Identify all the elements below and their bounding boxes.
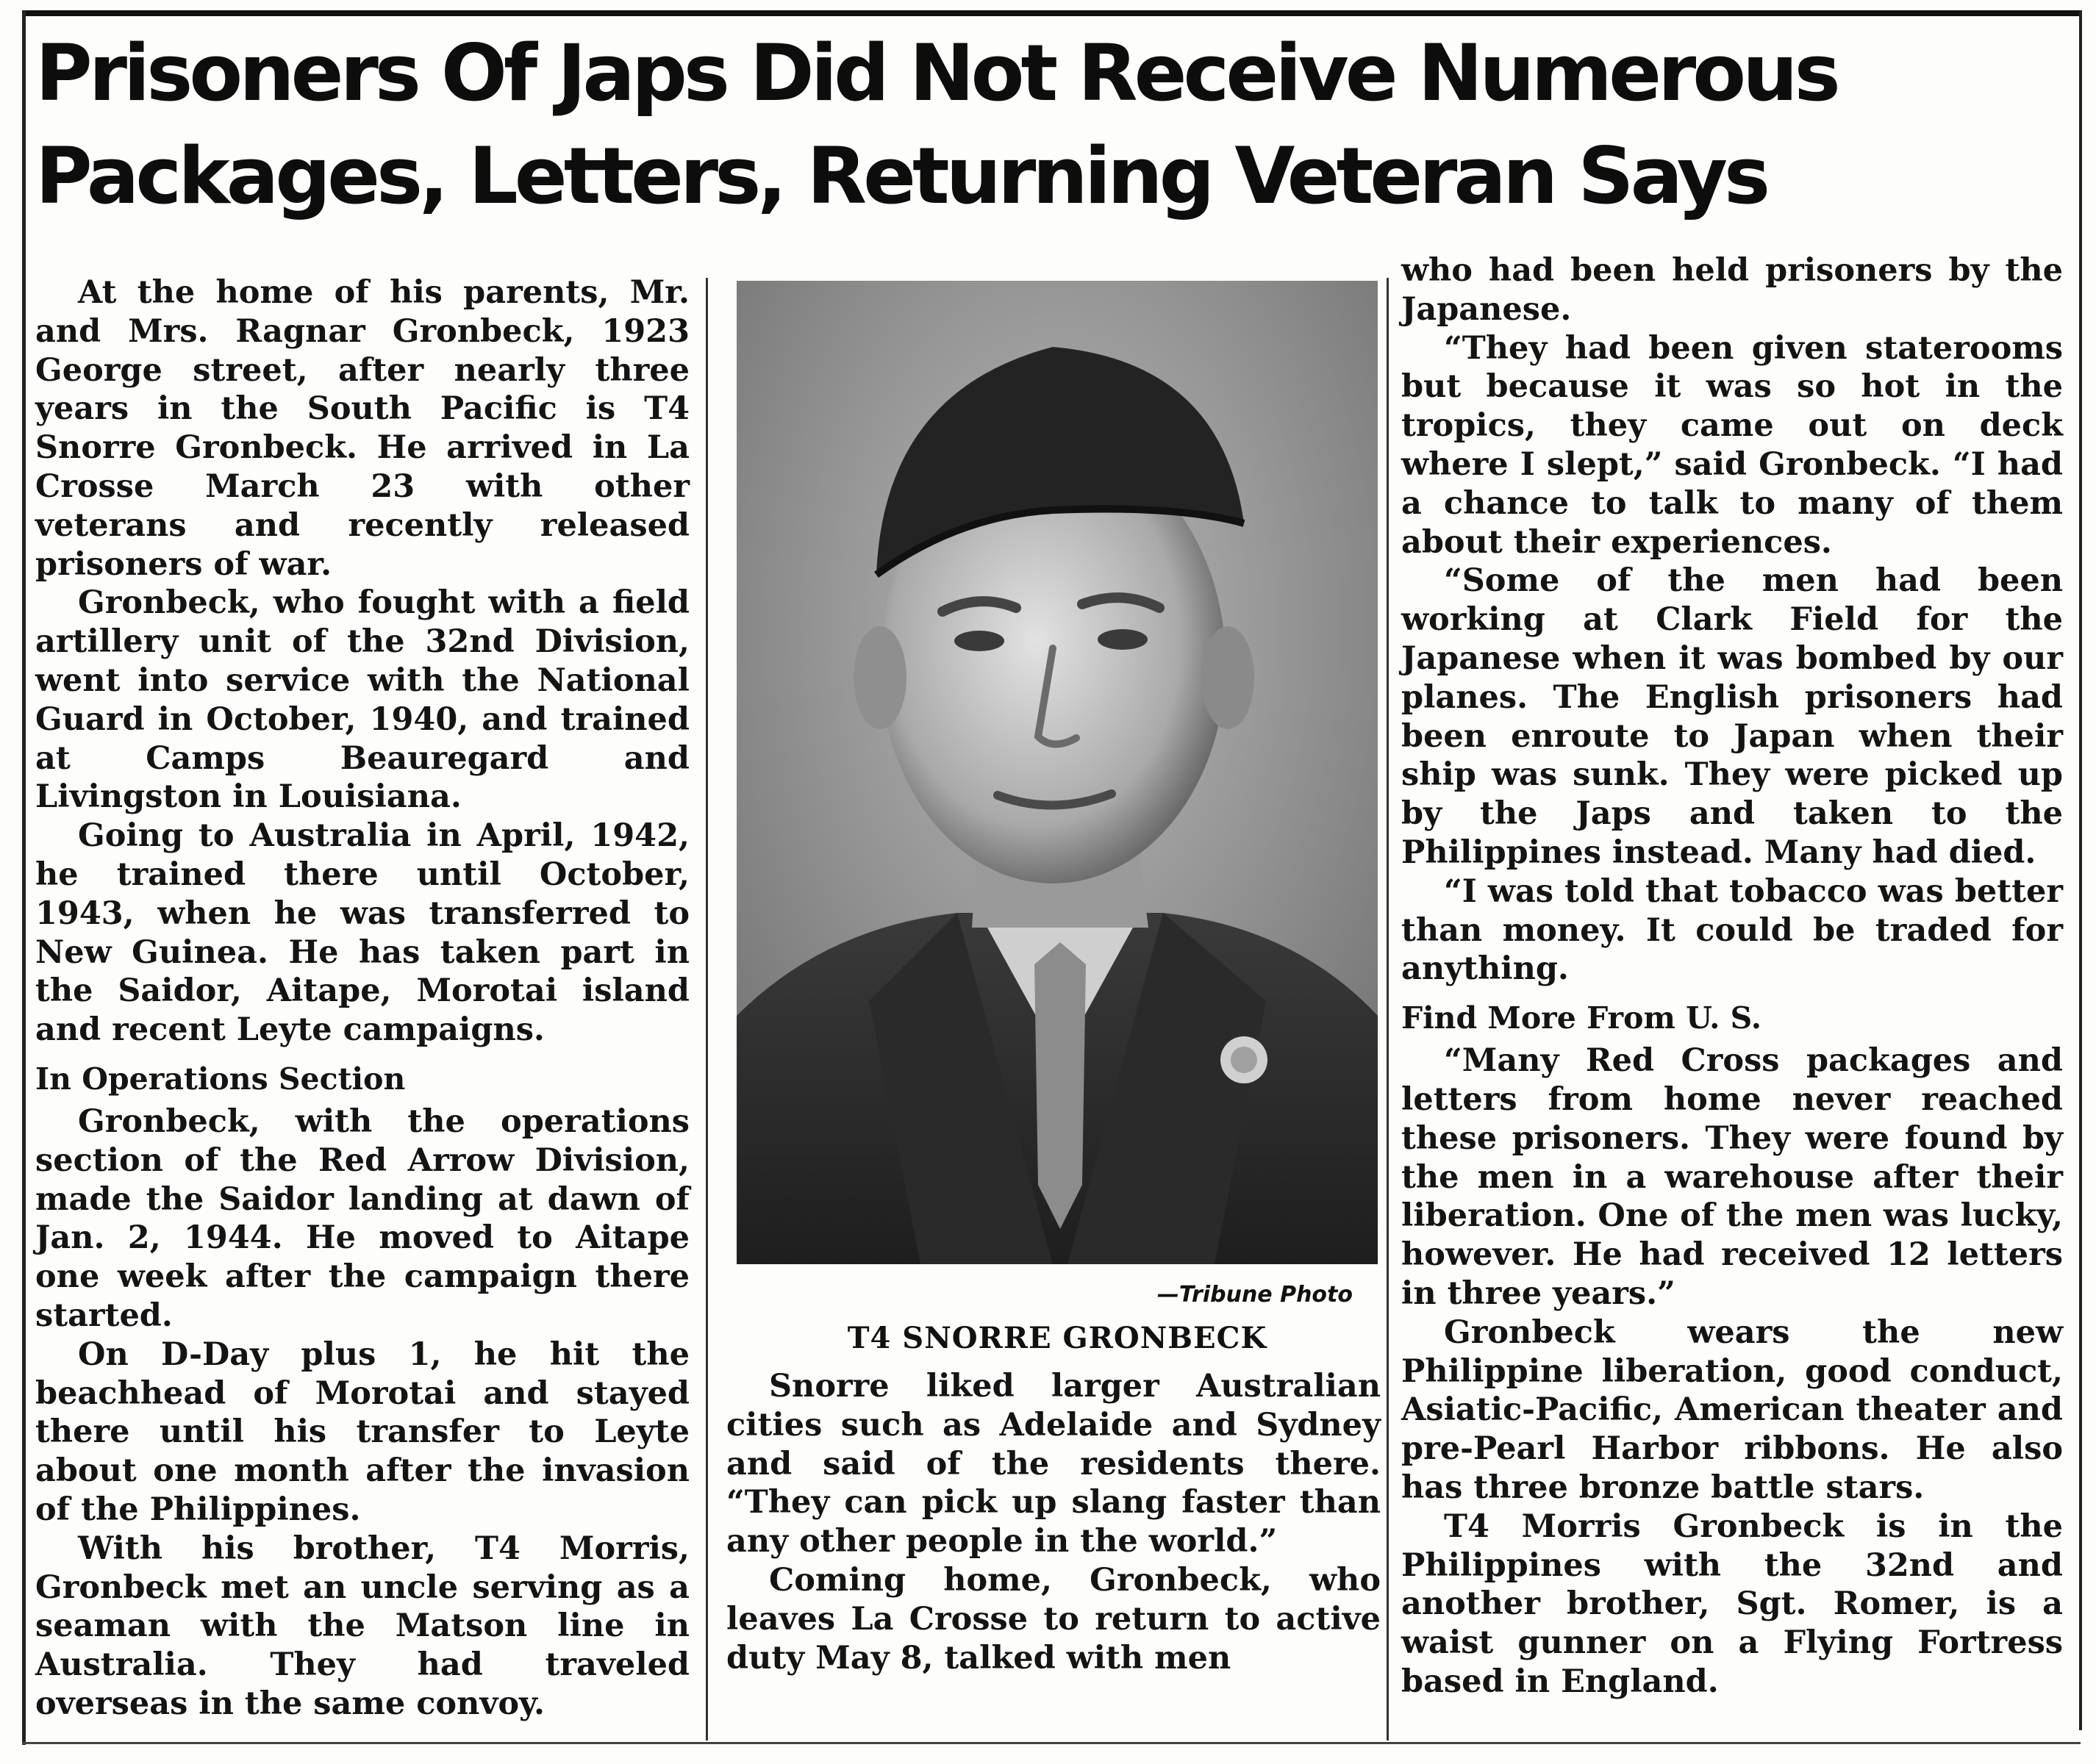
portrait-photo [737,281,1378,1264]
paragraph: On D-Day plus 1, he hit the beachhead of Morotai and stayed there until his transfer to Leyte about one month after the invasion of the Philippines. [35,1335,690,1528]
bottom-rule [22,1742,2081,1744]
headline [35,22,2064,228]
paragraph: “Some of the men had been working at Clark Field for the Japanese when it was bombed by our planes. The English prisoners had been enroute to Japan when their ship was sunk. They were picked up by the Japs and taken to the Philippines instead. Many had died. [1401,562,2063,871]
paragraph: Coming home, Gronbeck, who leaves La Crosse to return to active duty May 8, talked with men [726,1561,1381,1677]
paragraph: T4 Morris Gronbeck is in the Philippines with the 32nd and another brother, Sgt. Romer, is a waist gunner on a Flying Fortress based in England. [1401,1507,2063,1700]
paragraph: With his brother, T4 Morris, Gronbeck met an uncle serving as a seaman with the Matson line in Australia. They had traveled overseas in the same convoy. [35,1530,690,1722]
top-rule [22,10,2081,16]
paragraph: Gronbeck wears the new Philippine liberation, good conduct, Asiatic-Pacific, American theater and pre-Pearl Harbor ribbons. He also has three bronze battle stars. [1401,1313,2063,1506]
paragraph: At the home of his parents, Mr. and Mrs. Ragnar Gronbeck, 1923 George street, after nearly three years in the South Pacific is T4 Snorre Gronbeck. He arrived in La Crosse March 23 with other veterans and recently released prisoners of war. [35,274,690,583]
photo-credit: —Tribune Photo [1156,1282,1353,1308]
column-divider [706,278,708,1740]
photo-caption: T4 SNORRE GRONBECK [847,1321,1267,1355]
paragraph: who had been held prisoners by the Japanese. [1401,252,2063,328]
soldier-portrait-image [737,281,1378,1264]
paragraph: Going to Australia in April, 1942, he trained there until October, 1943, when he was transferred to New Guinea. He has taken part in the Saidor, Aitape, Morotai island and recent Leyte campaigns. [35,817,690,1049]
paragraph: Snorre liked larger Australian cities such as Adelaide and Sydney and said of the residents there. “They can pick up slang faster than any other people in the world.” [726,1368,1381,1560]
paragraph: Gronbeck, with the operations section of the Red Arrow Division, made the Saidor landing at dawn of Jan. 2, 1944. He moved to Aitape one week after the campaign there started. [35,1102,690,1334]
headline-line-2: Packages, Letters, Returning Veteran Says [35,131,1767,221]
paragraph: “They had been given staterooms but because it was so hot in the tropics, they came out on deck where I slept,” said Gronbeck. “I had a chance to talk to many of them about their experiences. [1401,329,2063,561]
article-column-2 [726,1367,1381,1677]
subheading: In Operations Section [35,1061,406,1097]
left-rule [22,10,26,1745]
article-column-1 [35,273,690,1724]
paragraph: “I was told that tobacco was better than money. It could be traded for anything. [1401,872,2063,988]
right-rule [2079,10,2082,1730]
headline-line-1: Prisoners Of Japs Did Not Receive Numerous [35,28,1837,118]
paragraph: “Many Red Cross packages and letters from home never reached these prisoners. They were found by the men in a warehouse after their liberation. One of the men was lucky, however. He had received 12 letters in three years.” [1401,1042,2063,1312]
column-divider [1387,278,1389,1740]
paragraph: Gronbeck, who fought with a field artillery unit of the 32nd Division, went into service with the National Guard in October, 1940, and trained at Camps Beauregard and Livingston in Louisiana. [35,584,690,816]
subheading: Find More From U. S. [1401,1000,1762,1036]
article-column-3 [1401,251,2063,1702]
